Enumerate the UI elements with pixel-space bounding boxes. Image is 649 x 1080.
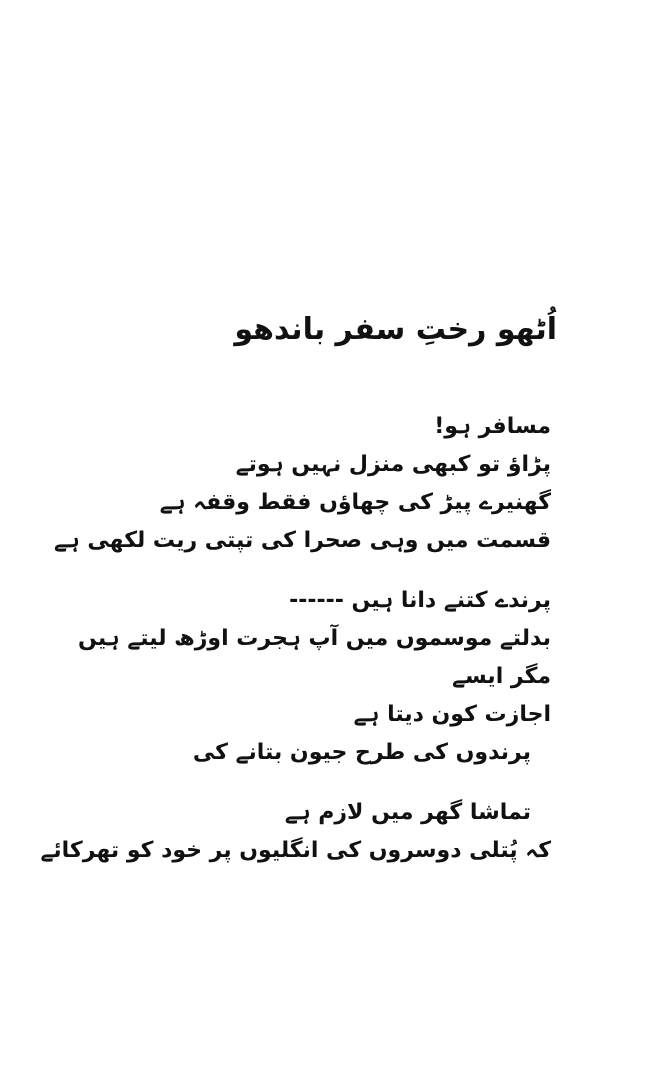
poem-line: پرندے کتنے دانا ہیں ------ <box>289 588 551 613</box>
poem-line: تماشا گھر میں لازم ہے <box>284 800 531 825</box>
stanza-gap <box>91 772 551 794</box>
poem-title: اُٹھو رختِ سفر باندھو <box>234 312 557 347</box>
stanza-3 <box>40 794 551 870</box>
stanza-1 <box>53 408 551 560</box>
poem-line: مسافر ہو! <box>434 414 551 439</box>
poem-line: قسمت میں وہی صحرا کی تپتی ریت لکھی ہے <box>53 528 551 553</box>
poem-line: مگر ایسے <box>452 664 551 689</box>
poem-body <box>40 408 551 870</box>
poem-line: اجازت کون دیتا ہے <box>353 702 551 727</box>
poem-line: پڑاؤ تو کبھی منزل نہیں ہوتے <box>235 452 551 477</box>
poem-line: پرندوں کی طرح جیون بتانے کی <box>192 740 531 765</box>
poem-line: گھنیرے پیڑ کی چھاؤں فقط وقفہ ہے <box>159 490 551 515</box>
poem-line: بدلتے موسموں میں آپ ہجرت اوڑھ لیتے ہیں <box>78 626 551 651</box>
poem-line: کہ پُتلی دوسروں کی انگلیوں پر خود کو تھرکائے <box>40 838 551 863</box>
stanza-gap <box>91 560 551 582</box>
stanza-2 <box>78 582 551 772</box>
